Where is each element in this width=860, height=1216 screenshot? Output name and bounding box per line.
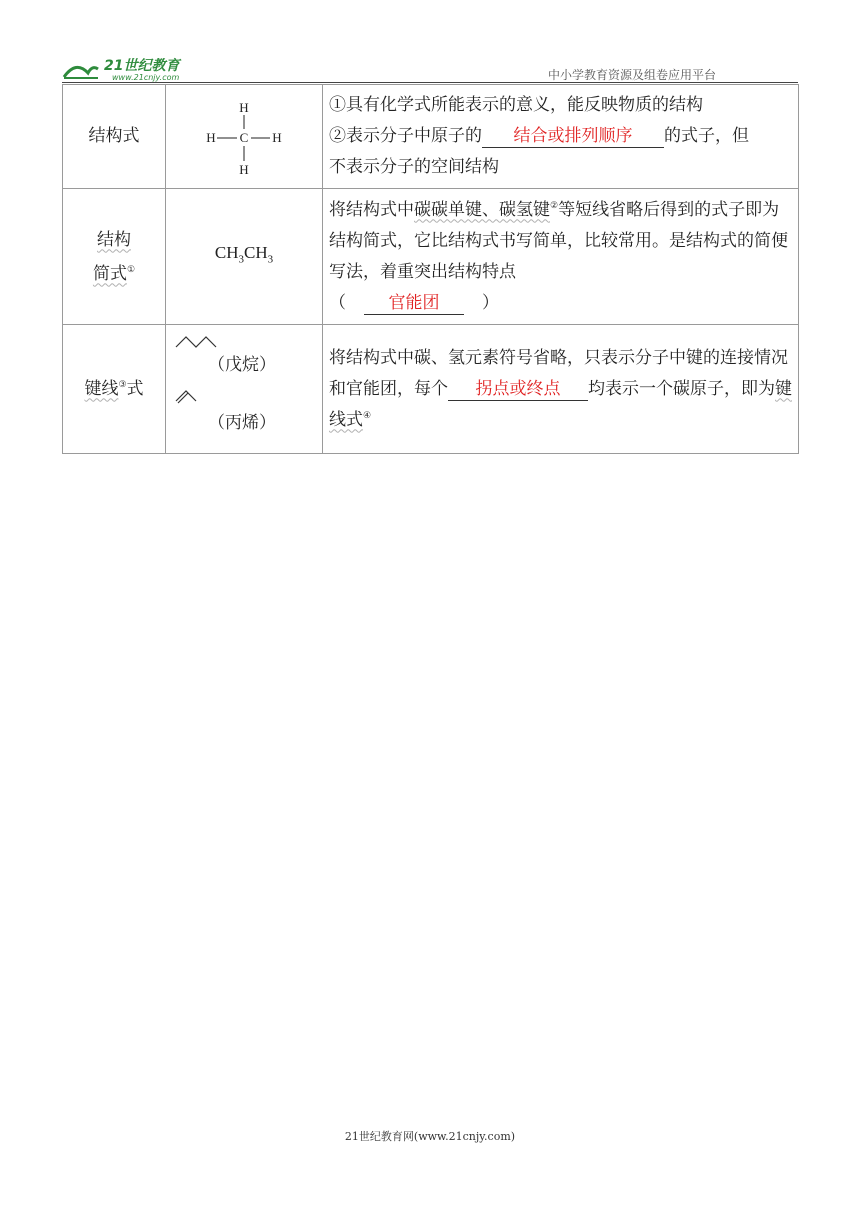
answer-blank: [448, 378, 588, 401]
pentane-label: （戊烷）: [208, 355, 276, 375]
desc-line-3: 不表示分子的空间结构: [329, 157, 499, 177]
propene-skeletal: [174, 387, 204, 405]
row-description: 将结构式中碳碳单键、碳氢键②等短线省略后得到的式子即为结构简式，它比结构式书写简单，比较常用。是结构式的简便写法，着重突出结构特点 （ 官能团 ）: [323, 189, 799, 325]
methane-diagram: [199, 95, 289, 179]
row-name: 结构 简式①: [63, 189, 166, 325]
desc-line-1: ①具有化学式所能表示的意义，能反映物质的结构: [329, 95, 703, 115]
propene-label: （丙烯）: [208, 413, 276, 433]
h-right: H: [272, 129, 282, 145]
logo-url: www.21cnjy.com: [112, 73, 180, 82]
h-top: H: [239, 99, 249, 115]
answer-text: 结合或排列顺序: [513, 126, 633, 146]
table-row: [63, 325, 799, 454]
row-description: 将结构式中碳、氢元素符号省略，只表示分子中键的连接情况和官能团，每个 拐点或终点 均表示一个碳原子，即为键线式④: [323, 325, 799, 454]
ethane-formula: $CH_3CH_3$: [166, 189, 323, 325]
platform-text: 中小学教育资源及组卷应用平台: [547, 68, 716, 82]
h-left: H: [206, 129, 216, 145]
h-bottom: H: [239, 161, 249, 177]
answer-text: 官能团: [388, 292, 440, 313]
c-center: C: [239, 129, 249, 145]
answer-blank: [482, 125, 664, 148]
logo-title: 21世纪教育: [104, 58, 180, 74]
page-footer: 21世纪教育网(www.21cnjy.com): [344, 1130, 516, 1143]
row-description: [323, 85, 799, 189]
row-name: 结构式: [63, 85, 166, 189]
answer-text: 拐点或终点: [475, 378, 561, 399]
pentane-skeletal: [174, 333, 224, 351]
answer-blank: [364, 292, 464, 315]
table-row: [63, 85, 799, 189]
paren-line: （ 官能团 ）: [329, 292, 499, 313]
page-header: [62, 56, 798, 82]
table-row: [63, 189, 799, 325]
desc-line-2: ②表示分子中原子的 结合或排列顺序 的式子，但: [329, 126, 749, 146]
site-logo: [62, 56, 222, 82]
formula-table: [62, 84, 799, 454]
methane-structure: [166, 85, 323, 189]
skeletal-formulas: [166, 325, 323, 454]
row-name: 键线③式: [63, 325, 166, 454]
header-rule: [62, 82, 798, 83]
